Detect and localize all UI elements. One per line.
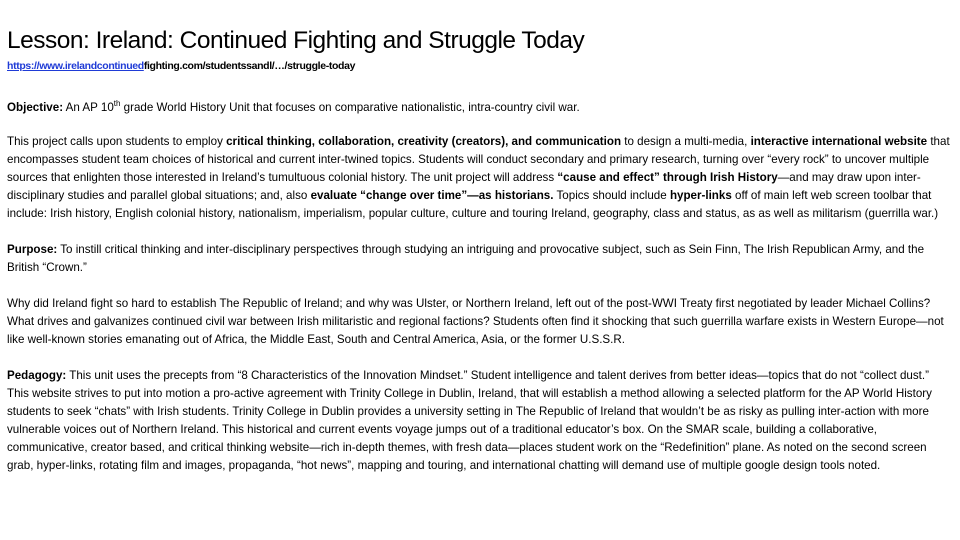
objective-text-pre: An AP 10 bbox=[63, 101, 114, 114]
question-paragraph: Why did Ireland fight so hard to establish The Republic of Ireland; and why was Ulster, or Northern Ireland, left out of the post-WWI Treaty first negotiated by leader Michael Collins? What drives and galvanizes continued civil war between Irish militaristic and regional factions? Students often find it shocking that such guerrilla warfare exists in Western Europe—not like well-known stories emanating out of Africa, the Middle East, South and Central America, Asia, or the former U.S.S.R. bbox=[7, 297, 944, 346]
project-paragraph bbox=[7, 133, 953, 223]
purpose-label: Purpose: bbox=[7, 243, 58, 256]
project-text-4: —and may draw upon inter-disciplinary studies and parallel global situations; and, also bbox=[7, 171, 921, 202]
project-text-5: Topics should include bbox=[553, 189, 670, 202]
project-text-6: off of main left web screen toolbar that include: Irish history, English colonial history, nationalism, imperialism, popular culture, culture and touring Ireland, geography, class and status, as as well as militarism (guerrilla war.) bbox=[7, 189, 939, 220]
purpose-text: To instill critical thinking and inter-disciplinary perspectives through studying an intriguing and provocative subject, such as Sein Finn, The Irish Republican Army, and the British “Crown.” bbox=[7, 243, 925, 274]
purpose-paragraph bbox=[7, 241, 953, 277]
source-url-link[interactable]: https://www.irelandcontinued bbox=[7, 60, 144, 72]
page-title: Lesson: Ireland: Continued Fighting and Struggle Today bbox=[7, 27, 585, 54]
project-text-1: This project calls upon students to employ bbox=[7, 135, 227, 148]
project-bold-2: interactive international website bbox=[750, 135, 928, 148]
lesson-body bbox=[7, 99, 953, 493]
pedagogy-label: Pedagogy: bbox=[7, 369, 67, 382]
pedagogy-paragraph bbox=[7, 367, 953, 475]
project-bold-3: “cause and effect” through Irish History bbox=[557, 171, 778, 184]
project-text-2: to design a multi-media, bbox=[621, 135, 751, 148]
objective-text-post: grade World History Unit that focuses on comparative nationalistic, intra-country civil war. bbox=[120, 101, 580, 114]
source-url[interactable] bbox=[7, 60, 355, 72]
objective-superscript: th bbox=[113, 99, 121, 109]
objective-paragraph bbox=[7, 99, 953, 117]
project-bold-4: evaluate “change over time”—as historians. bbox=[310, 189, 554, 202]
source-url-rest[interactable]: fighting.com/studentssandl/…/struggle-today bbox=[143, 60, 356, 72]
objective-label: Objective: bbox=[7, 101, 64, 114]
pedagogy-text: This unit uses the precepts from “8 Characteristics of the Innovation Mindset.” Student intelligence and talent derives from better ideas—topics that do not “collect dust.” This website strives to put into motion a pro-active agreement with Trinity College in Dublin, Ireland, that will establish a method allowing a selected platform for the AP World History students to seek “chats” with Irish students. Trinity College in Dublin provides a university setting in The Republic of Ireland that wouldn’t be as risky as pulling inter-action with more vulnerable voices out of Northern Ireland. This historical and current events voyage jumps out of a traditional educator’s box. On the SMAR scale, building a collaborative, communicative, creator based, and critical thinking website—rich in-depth themes, with fresh data—places student work on the “Redefinition” plane. As noted on the second screen grab, hyper-links, rotating film and images, propaganda, “hot news”, mapping and touring, and international chatting will demand use of multiple google design tools noted. bbox=[7, 369, 932, 472]
project-bold-1: critical thinking, collaboration, creativity (creators), and communication bbox=[226, 135, 622, 148]
project-text-3: that encompasses student team choices of historical and current inter-twined topics. Students will conduct secondary and primary research, turning over “every rock” to uncover multiple sources that enlighten those interested in Ireland’s tumultuous colonial history. The unit project will address bbox=[7, 135, 950, 184]
project-bold-5: hyper-links bbox=[669, 189, 732, 202]
